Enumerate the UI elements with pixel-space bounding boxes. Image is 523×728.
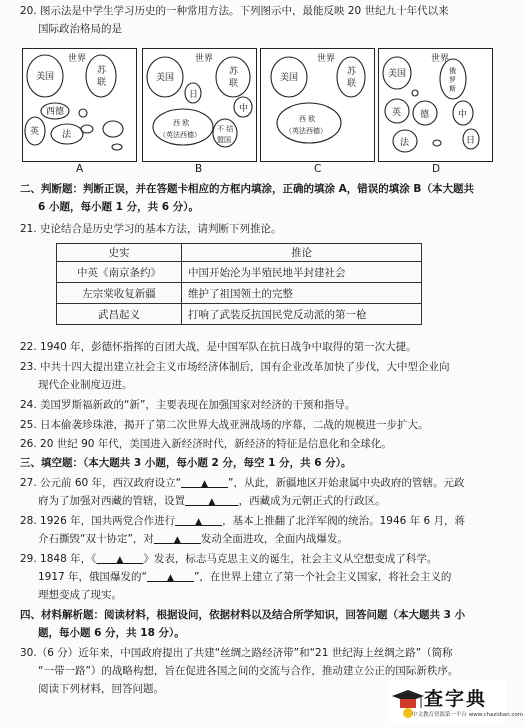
diagram-c-ussr2: 联: [347, 79, 357, 89]
blank-marker: ▲: [173, 535, 181, 545]
diagram-a-france: 法: [62, 130, 72, 140]
diagram-d-germany: 德: [420, 110, 430, 120]
table-row: [57, 262, 422, 283]
section2-heading-line2: 6 小题，每小题 1 分，共 6 分）。: [38, 201, 199, 213]
diagram-a-usa: 美国: [36, 72, 55, 82]
diagram-b-china: 中: [239, 104, 249, 114]
diagram-d-russia2: 罗: [449, 76, 456, 84]
diagram-b-ussr1: 苏: [229, 67, 239, 77]
q22-text: 22. 1940 年，彭德怀指挥的百团大战，是中国军队在抗日战争中取得的第一次大捷。: [20, 341, 417, 353]
blank-marker: ▲: [195, 517, 203, 527]
q30-line3: 阅读下列材料，回答问题。: [38, 683, 164, 695]
q24-text: 24. 美国罗斯福新政的“新”，主要表现在加强国家对经济的干预和指导。: [20, 399, 356, 411]
diagram-c-usa: 美国: [280, 73, 299, 83]
diagram-b-non-aligned1: 不 结: [217, 125, 234, 133]
q28-line2: 介石撕毁“双十协定”，对 ▲ 发动全面进攻，全面内战爆发。: [38, 533, 348, 545]
section3-heading: 三、填空题：（本大题共 3 小题，每小题 2 分，每空 1 分，共 6 分）。: [20, 457, 352, 469]
diagram-c-west-europe-members: （英法西德）: [285, 127, 327, 135]
q21-text: 21. 史论结合是历史学习的基本方法，请判断下列推论。: [20, 223, 282, 235]
diagram-d-russia3: 斯: [449, 85, 456, 93]
diagram-b-usa: 美国: [156, 73, 175, 83]
diagram-d-world: 世界: [431, 54, 450, 64]
table-cell-inference: 维护了祖国领土的完整: [182, 283, 422, 304]
table-cell-fact: 中英《南京条约》: [57, 262, 182, 283]
diagram-a: [22, 48, 137, 162]
q25-text: 25. 日本偷袭珍珠港，揭开了第二次世界大战亚洲战场的序幕，二战的规模进一步扩大。: [20, 419, 429, 431]
diagram-d-france: 法: [400, 138, 410, 148]
q27-line2: 府为了加强对西藏的管辖，设置 ▲ ，西藏成为元朝正式的行政区。: [38, 495, 386, 507]
q30-line1: 30.（6 分）近年来，中国政府提出了共建“丝绸之路经济带”和“21 世纪海上丝绸之路”（简称: [20, 647, 453, 659]
diagram-b-west-europe-members: （英法西德）: [159, 131, 201, 139]
diagram-d-uk: 英: [392, 108, 402, 118]
diagram-a-ussr2: 联: [97, 78, 107, 88]
diagram-d-russia1: 俄: [449, 67, 456, 75]
table-header-inference: 推论: [182, 244, 422, 262]
logo-name: 查字典: [424, 688, 488, 710]
diagram-d: [378, 48, 493, 162]
diagram-a-west-germany: 西德: [46, 107, 65, 117]
diagram-c-west-europe: 西 欧: [299, 115, 316, 123]
diagram-c: [260, 48, 375, 162]
blank-marker: ▲: [116, 555, 124, 565]
q20-line1: 20. 图示法是中学生学习历史的一种常用方法。下列图示中，最能反映 20 世纪九十年代以来: [20, 5, 449, 17]
q29-line2: 1917 年，俄国爆发的“ ▲ ”，在世界上建立了第一个社会主义国家，将社会主义的: [38, 571, 452, 583]
q28-line1: 28. 1926 年，国共两党合作进行 ▲ ，基本上推翻了北洋军阀的统治。1946 年 6 月，蒋: [20, 515, 466, 527]
table-header-fact: 史实: [57, 244, 182, 262]
option-c-label: C: [314, 163, 322, 175]
blank-marker: ▲: [208, 497, 216, 507]
diagram-d-china: 中: [458, 110, 468, 120]
option-d-label: D: [432, 163, 441, 175]
table-header-row: [57, 244, 422, 262]
diagram-b: [142, 48, 257, 162]
table-row: [57, 304, 422, 325]
diagram-d-usa: 美国: [388, 69, 407, 79]
table-cell-fact: 武昌起义: [57, 304, 182, 325]
section2-heading-line1: 二、判断题：判断正误，并在答题卡相应的方框内填涂，正确的填涂 A，错误的填涂 B（本大题共: [20, 183, 474, 195]
blank-marker: ▲: [167, 573, 174, 583]
diagram-c-ussr1: 苏: [347, 67, 357, 77]
table-cell-fact: 左宗棠收复新疆: [57, 283, 182, 304]
diagram-c-world: 世界: [317, 54, 336, 64]
section4-heading-line2: 题，每小题 6 分，共 18 分）。: [38, 627, 185, 639]
diagram-a-world: 世界: [68, 54, 87, 64]
table-cell-inference: 打响了武装反抗国民党反动派的第一枪: [182, 304, 422, 325]
diagram-b-non-aligned2: 盟国: [217, 136, 231, 144]
option-a-label: A: [76, 163, 84, 175]
q30-line2: “一带一路”）的战略构想，旨在促进各国之间的交流与合作，推动建立公正的国际新秩序。: [38, 665, 459, 677]
logo-tagline: 中文教育资源第一平台 www.chazidian.com: [412, 712, 523, 718]
section4-heading-line1: 四、材料解析题：阅读材料，根据设问，依据材料以及结合所学知识，回答问题（本大题共 3 小: [20, 609, 466, 621]
diagram-a-ussr1: 苏: [97, 66, 107, 76]
q23-text-line1: 23. 中共十四大提出建立社会主义市场经济体制后，国有企业改革加快了步伐，大中型企业向: [20, 361, 450, 373]
option-b-label: B: [195, 163, 203, 175]
q29-line1: 29. 1848 年，《 ▲ 》发表，标志马克思主义的诞生，社会主义从空想变成了科学。: [20, 553, 438, 565]
table-cell-inference: 中国开始沦为半殖民地半封建社会: [182, 262, 422, 283]
diagram-b-japan: 日: [189, 90, 199, 100]
q23-text-line2: 现代企业制度迈进。: [38, 379, 133, 391]
q29-line3: 理想变成了现实。: [38, 589, 122, 601]
q21-table: [56, 243, 422, 325]
diagram-a-uk: 英: [30, 127, 40, 137]
blank-marker: ▲: [201, 479, 208, 489]
diagram-b-world: 世界: [195, 54, 214, 64]
q20-line2: 国际政治格局的是: [38, 23, 122, 35]
q27-line1: 27. 公元前 60 年，西汉政府设立“ ▲ ”，从此，新疆地区开始隶属中央政府的管辖。元政: [20, 477, 465, 489]
diagram-b-west-europe: 西 欧: [173, 119, 190, 127]
diagram-b-ussr2: 联: [229, 79, 239, 89]
table-row: [57, 283, 422, 304]
diagram-d-japan: 日: [466, 136, 476, 146]
q26-text: 26. 20 世纪 90 年代，美国进入新经济时代，新经济的特征是信息化和全球化。: [20, 438, 392, 450]
